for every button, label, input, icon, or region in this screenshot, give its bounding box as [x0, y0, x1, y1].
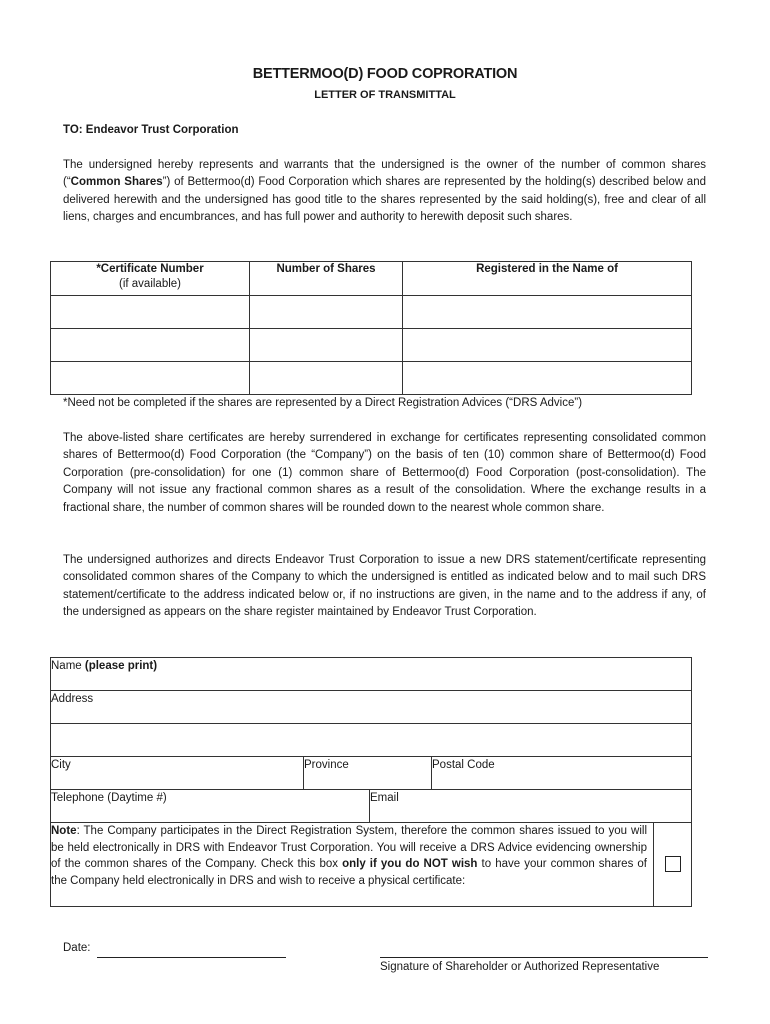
- authorization-paragraph: The undersigned authorizes and directs Endeavor Trust Corporation to issue a new DRS statement/certificate representing consolidated common shares of the Company to which the undersigned is entitled as indicated below and to mail such DRS statement/certificate to the address indicated below or, if no instructions are given, in the name and to the address if any, of the undersigned as appears on the share register maintained by Endeavor Trust Corporation.: [63, 554, 706, 619]
- province-field[interactable]: [304, 757, 432, 790]
- certificate-table: [50, 261, 692, 395]
- document-title: BETTERMOO(D) FOOD COPRORATION: [252, 66, 518, 82]
- province-label: Province: [304, 759, 349, 771]
- shareholder-details-form: [50, 657, 692, 907]
- physical-certificate-checkbox[interactable]: [665, 856, 681, 872]
- city-field[interactable]: [51, 757, 304, 790]
- date-label: Date:: [63, 942, 91, 954]
- col-header-registered-name: [403, 262, 692, 296]
- city-label: City: [51, 759, 71, 771]
- number-of-shares-cell[interactable]: [250, 362, 403, 395]
- postal-code-field[interactable]: [432, 757, 692, 790]
- registered-name-cell[interactable]: [403, 329, 692, 362]
- address-line-2-field[interactable]: [51, 724, 692, 757]
- telephone-field[interactable]: [51, 790, 370, 823]
- table-row: [51, 362, 692, 395]
- signature-label: Signature of Shareholder or Authorized Representative: [380, 961, 660, 973]
- certificate-number-cell[interactable]: [51, 329, 250, 362]
- note-emphasis: only if you do NOT wish: [342, 858, 478, 870]
- note-text-1: : The Company participates in the Direct Registration System, therefore the common shares issued to you will be held electronically in DRS with Endeavor Trust Corporation. You will receive a DRS Advice evidencing ownership of the common shares of the Company. Check this box: [51, 825, 647, 870]
- date-input-line[interactable]: [97, 957, 286, 958]
- drs-note: [51, 823, 654, 907]
- registered-name-cell[interactable]: [403, 362, 692, 395]
- col-header-label: *Certificate Number: [96, 263, 204, 275]
- name-hint: (please print): [84, 660, 158, 672]
- table-row: [51, 329, 692, 362]
- col-header-label: Number of Shares: [276, 263, 376, 275]
- intro-paragraph: [63, 157, 706, 227]
- email-label: Email: [370, 792, 399, 804]
- number-of-shares-cell[interactable]: [250, 296, 403, 329]
- certificate-table-header: [51, 262, 692, 296]
- address-label: Address: [51, 693, 94, 705]
- signature-line[interactable]: [380, 957, 708, 958]
- registered-name-cell[interactable]: [403, 296, 692, 329]
- col-header-number-of-shares: [250, 262, 403, 296]
- name-field[interactable]: [51, 658, 692, 691]
- document-subtitle: LETTER OF TRANSMITTAL: [314, 89, 456, 101]
- email-field[interactable]: [370, 790, 692, 823]
- address-field[interactable]: [51, 691, 692, 724]
- footnote: *Need not be completed if the shares are represented by a Direct Registration Advices (“DRS Advice”): [63, 397, 583, 409]
- col-header-label: Registered in the Name of: [476, 263, 618, 275]
- intro-text-2: ”) of Bettermoo(d) Food Corporation which shares are represented by the holding(s) described below and delivered herewith and the undersigned has good title to the shares represented by the said holding(s), free and clear of all liens, charges and encumbrances, and has full power and authority to herewith deposit such shares.: [63, 176, 706, 224]
- number-of-shares-cell[interactable]: [250, 329, 403, 362]
- col-header-certificate-number: [51, 262, 250, 296]
- addressee-line: TO: Endeavor Trust Corporation: [63, 124, 239, 136]
- table-row: [51, 296, 692, 329]
- certificate-number-cell[interactable]: [51, 362, 250, 395]
- postal-code-label: Postal Code: [432, 759, 495, 771]
- intro-text-1: The undersigned hereby represents and warrants that the undersigned is the owner of the number of common shares (“: [63, 159, 706, 189]
- note-text-2: to have your common shares of the Company held electronically in DRS and wish to receive a physical certificate:: [51, 858, 647, 887]
- telephone-label: Telephone (Daytime #): [51, 792, 167, 804]
- note-label: Note: [51, 825, 77, 837]
- intro-text-bold: Common Shares: [70, 176, 163, 189]
- physical-certificate-checkbox-cell: [654, 823, 692, 907]
- surrender-paragraph: The above-listed share certificates are hereby surrendered in exchange for certificates representing consolidated common shares of Bettermoo(d) Food Corporation (the “Company”) on the basis of ten (10) common share of Bettermoo(d) Food Corporation (pre-consolidation) for one (1) common share of Bettermoo(d) Food Corporation (post-consolidation). The Company will not issue any fractional common shares as a result of the consolidation. Where the exchange results in a fractional share, the number of common shares will be rounded down to the nearest whole common share.: [63, 432, 706, 514]
- certificate-number-cell[interactable]: [51, 296, 250, 329]
- col-header-hint: (if available): [119, 278, 181, 290]
- name-label: Name: [51, 660, 85, 672]
